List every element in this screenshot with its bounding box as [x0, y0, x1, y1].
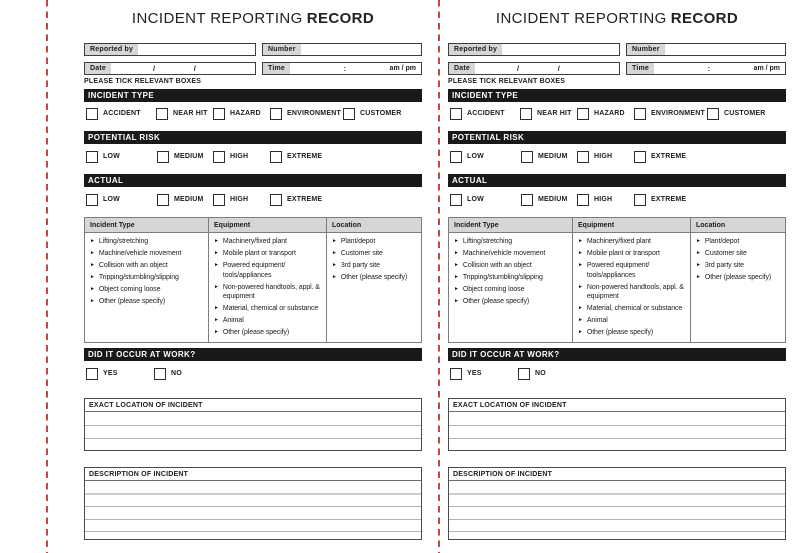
header-fields	[448, 43, 786, 75]
description-title: DESCRIPTION OF INCIDENT	[85, 468, 421, 481]
checkbox[interactable]	[157, 194, 169, 206]
option-label: YES	[467, 370, 482, 377]
section-title: POTENTIAL RISK	[452, 133, 525, 142]
column-items	[209, 233, 326, 338]
occur-option-no[interactable]	[518, 367, 546, 380]
option-label: EXTREME	[651, 153, 687, 160]
tick-instruction: PLEASE TICK RELEVANT BOXES	[448, 78, 566, 85]
option-near-hit[interactable]	[156, 107, 208, 120]
list-item: ► Powered equipment/ tools/appliances	[578, 261, 650, 279]
date-slash-separator: /	[517, 64, 520, 73]
list-item: ► Material, chemical or substance	[578, 305, 683, 313]
option-label: HIGH	[230, 196, 249, 203]
list-item: ► Lifting/stretching	[454, 238, 513, 245]
checkbox[interactable]	[634, 108, 646, 120]
section-header-potential-risk	[448, 131, 786, 144]
list-item: ► Customer site	[332, 249, 383, 257]
checkbox[interactable]	[86, 151, 98, 163]
section-header-incident-type	[84, 89, 422, 102]
occur-options	[448, 367, 786, 380]
section-title: ACTUAL	[452, 176, 488, 185]
list-item: ► Lifting/stretching	[90, 238, 149, 245]
bullet-arrow-icon: ►	[90, 238, 95, 244]
bullet-arrow-icon: ►	[90, 249, 95, 256]
potential-option-high[interactable]	[577, 150, 612, 163]
bullet-arrow-icon: ►	[332, 273, 337, 280]
section-header-actual	[448, 174, 786, 187]
writing-line[interactable]	[449, 439, 785, 452]
writing-line[interactable]	[85, 495, 421, 508]
column-header: Location	[327, 218, 421, 233]
column-header: Equipment	[573, 218, 690, 233]
option-label: EXTREME	[287, 153, 323, 160]
option-near-hit[interactable]	[520, 107, 572, 120]
bullet-arrow-icon: ►	[90, 273, 95, 280]
list-item: ► Machinery/fixed plant	[214, 238, 287, 245]
bullet-arrow-icon: ►	[578, 238, 583, 244]
checkbox[interactable]	[520, 108, 532, 120]
bullet-arrow-icon: ►	[332, 249, 337, 256]
list-item: ► Machine/vehicle movement	[454, 249, 546, 257]
table-column-equipment	[572, 218, 690, 342]
bullet-arrow-icon: ►	[90, 261, 95, 268]
bullet-arrow-icon: ►	[454, 285, 459, 292]
checkbox[interactable]	[270, 108, 282, 120]
bullet-arrow-icon: ►	[332, 261, 337, 268]
reported-by-label: Reported by	[449, 44, 502, 55]
list-item: ► Powered equipment/ tools/appliances	[214, 261, 286, 279]
categories-table	[84, 217, 422, 343]
option-label: MEDIUM	[538, 196, 568, 203]
list-item: ► Machinery/fixed plant	[578, 238, 651, 245]
section-header-potential-risk	[84, 131, 422, 144]
checkbox[interactable]	[86, 194, 98, 206]
checkbox[interactable]	[86, 108, 98, 120]
section-title: INCIDENT TYPE	[452, 91, 519, 100]
time-label: Time	[627, 63, 654, 74]
checkbox[interactable]	[634, 151, 646, 163]
bullet-arrow-icon: ►	[90, 285, 95, 292]
checkbox[interactable]	[213, 151, 225, 163]
checkbox[interactable]	[521, 194, 533, 206]
checkbox[interactable]	[154, 368, 166, 380]
potential-option-low[interactable]	[86, 150, 120, 163]
occur-option-yes[interactable]	[86, 367, 118, 380]
option-label: ENVIRONMENT	[651, 110, 705, 117]
actual-option-extreme[interactable]	[634, 193, 686, 206]
column-header: Equipment	[209, 218, 326, 233]
date-field[interactable]	[448, 62, 620, 75]
exact-location-title: EXACT LOCATION OF INCIDENT	[449, 399, 785, 412]
section-title: POTENTIAL RISK	[88, 133, 161, 142]
bullet-arrow-icon: ►	[578, 261, 583, 268]
list-item: ► Other (please specify)	[90, 297, 166, 305]
option-label: MEDIUM	[174, 196, 204, 203]
column-items	[449, 233, 572, 307]
page-title-regular: INCIDENT REPORTING	[495, 10, 667, 27]
list-item: ► Animal	[214, 317, 244, 325]
list-item: ► Machine/vehicle movement	[90, 249, 182, 257]
exact-location-title: EXACT LOCATION OF INCIDENT	[85, 399, 421, 412]
table-column-location	[326, 218, 421, 342]
list-item: ► Tripping/stumbling/slipping	[90, 273, 179, 281]
option-environment[interactable]	[634, 107, 705, 120]
section-header-actual	[84, 174, 422, 187]
description-title: DESCRIPTION OF INCIDENT	[449, 468, 785, 481]
potential-option-high[interactable]	[213, 150, 248, 163]
actual-option-medium[interactable]	[157, 193, 204, 206]
list-item: ► Material, chemical or substance	[214, 305, 319, 313]
potential-option-medium[interactable]	[157, 150, 204, 163]
bullet-arrow-icon: ►	[214, 283, 219, 290]
table-column-equipment	[208, 218, 326, 342]
time-colon-separator: :	[707, 64, 711, 73]
column-header: Location	[691, 218, 785, 233]
reported-by-field[interactable]	[448, 43, 620, 56]
option-label: ENVIRONMENT	[287, 110, 341, 117]
checkbox[interactable]	[521, 151, 533, 163]
list-item: ► Other (please specify)	[214, 329, 290, 337]
writing-line[interactable]	[85, 481, 421, 495]
option-label: MEDIUM	[174, 153, 204, 160]
bullet-arrow-icon: ►	[696, 249, 701, 256]
bullet-arrow-icon: ►	[214, 305, 219, 312]
occur-options	[84, 367, 422, 380]
checkbox[interactable]	[634, 194, 646, 206]
writing-line[interactable]	[449, 532, 785, 544]
option-label: LOW	[467, 153, 484, 160]
actual-options	[448, 193, 786, 206]
actual-option-low[interactable]	[450, 193, 484, 206]
list-item: ► Collision with an object	[454, 261, 532, 269]
reported-by-field[interactable]	[84, 43, 256, 56]
column-items	[691, 233, 785, 283]
section-header-occur-at-work	[84, 348, 422, 361]
list-item: ► Plant/depot	[332, 238, 376, 245]
am-pm-label: am / pm	[389, 65, 416, 72]
bullet-arrow-icon: ►	[696, 261, 701, 268]
checkbox[interactable]	[156, 108, 168, 120]
actual-option-high[interactable]	[577, 193, 612, 206]
writing-line[interactable]	[85, 532, 421, 544]
description-box	[84, 467, 422, 540]
actual-option-medium[interactable]	[521, 193, 568, 206]
option-label: HAZARD	[594, 110, 625, 117]
section-title: ACTUAL	[88, 176, 124, 185]
option-label: HIGH	[594, 153, 613, 160]
number-label: Number	[263, 44, 301, 55]
column-header: Incident Type	[449, 218, 572, 233]
tick-instruction: PLEASE TICK RELEVANT BOXES	[84, 78, 202, 85]
option-label: CUSTOMER	[724, 110, 766, 117]
checkbox[interactable]	[450, 108, 462, 120]
checkbox[interactable]	[707, 108, 719, 120]
bullet-arrow-icon: ►	[454, 261, 459, 268]
bullet-arrow-icon: ►	[696, 238, 701, 244]
table-column-incident-type	[449, 218, 572, 342]
option-label: HIGH	[230, 153, 249, 160]
checkbox[interactable]	[213, 194, 225, 206]
column-items	[573, 233, 690, 338]
bullet-arrow-icon: ►	[578, 317, 583, 324]
section-title: DID IT OCCUR AT WORK?	[88, 350, 196, 359]
exact-location-box	[84, 398, 422, 451]
writing-line[interactable]	[85, 439, 421, 452]
checkbox[interactable]	[157, 151, 169, 163]
bullet-arrow-icon: ►	[214, 238, 219, 244]
list-item: ► Animal	[578, 317, 608, 325]
option-label: ACCIDENT	[103, 110, 141, 117]
time-label: Time	[263, 63, 290, 74]
page-title	[84, 10, 422, 32]
list-item: ► Mobile plant or transport	[214, 249, 296, 257]
list-item: ► Other (please specify)	[332, 273, 408, 281]
checkbox[interactable]	[343, 108, 355, 120]
writing-line[interactable]	[449, 412, 785, 426]
option-label: MEDIUM	[538, 153, 568, 160]
categories-table	[448, 217, 786, 343]
option-label: NEAR HIT	[173, 110, 208, 117]
incident-type-options	[448, 107, 786, 120]
header-fields	[84, 43, 422, 75]
section-title: INCIDENT TYPE	[88, 91, 155, 100]
bullet-arrow-icon: ►	[214, 261, 219, 268]
date-field[interactable]	[84, 62, 256, 75]
incident-form-copy-1	[84, 0, 422, 540]
option-hazard[interactable]	[213, 107, 261, 120]
writing-line[interactable]	[85, 520, 421, 533]
date-slash-separator: /	[153, 64, 156, 73]
page-title-bold: RECORD	[306, 10, 375, 27]
option-label: EXTREME	[287, 196, 323, 203]
potential-risk-options	[448, 150, 786, 163]
number-field[interactable]	[262, 43, 422, 56]
writing-line[interactable]	[85, 412, 421, 426]
option-accident[interactable]	[450, 107, 505, 120]
perforation-line-left	[46, 0, 48, 553]
bullet-arrow-icon: ►	[454, 273, 459, 280]
potential-option-medium[interactable]	[521, 150, 568, 163]
time-colon-separator: :	[343, 64, 347, 73]
number-field[interactable]	[626, 43, 786, 56]
perforation-line-middle	[438, 0, 440, 553]
checkbox[interactable]	[577, 194, 589, 206]
reported-by-label: Reported by	[85, 44, 138, 55]
time-field[interactable]	[626, 62, 786, 75]
writing-line[interactable]	[449, 481, 785, 495]
bullet-arrow-icon: ►	[454, 297, 459, 304]
checkbox[interactable]	[450, 368, 462, 380]
option-customer[interactable]	[707, 107, 766, 120]
section-header-incident-type	[448, 89, 786, 102]
bullet-arrow-icon: ►	[578, 249, 583, 256]
page-title-regular: INCIDENT REPORTING	[131, 10, 303, 27]
bullet-arrow-icon: ►	[214, 317, 219, 324]
page-title	[448, 10, 786, 32]
list-item: ► Other (please specify)	[454, 297, 530, 305]
checkbox[interactable]	[450, 151, 462, 163]
checkbox[interactable]	[86, 368, 98, 380]
list-item: ► Other (please specify)	[578, 329, 654, 337]
checkbox[interactable]	[518, 368, 530, 380]
actual-options	[84, 193, 422, 206]
option-label: HIGH	[594, 196, 613, 203]
checkbox[interactable]	[213, 108, 225, 120]
date-label: Date	[85, 63, 111, 74]
option-label: ACCIDENT	[467, 110, 505, 117]
option-label: NEAR HIT	[537, 110, 572, 117]
potential-option-low[interactable]	[450, 150, 484, 163]
option-label: LOW	[103, 196, 120, 203]
occur-option-no[interactable]	[154, 367, 182, 380]
section-header-occur-at-work	[448, 348, 786, 361]
bullet-arrow-icon: ►	[696, 273, 701, 280]
column-items	[327, 233, 421, 283]
list-item: ► Non-powered handtools, appl. & equipment	[578, 283, 684, 301]
list-item: ► Customer site	[696, 249, 747, 257]
description-box	[448, 467, 786, 540]
checkbox[interactable]	[577, 151, 589, 163]
option-accident[interactable]	[86, 107, 141, 120]
number-label: Number	[627, 44, 665, 55]
date-slash-separator: /	[193, 64, 196, 73]
bullet-arrow-icon: ►	[214, 249, 219, 256]
page-title-bold: RECORD	[670, 10, 739, 27]
bullet-arrow-icon: ►	[578, 329, 583, 336]
option-label: LOW	[103, 153, 120, 160]
checkbox[interactable]	[270, 151, 282, 163]
writing-line[interactable]	[449, 520, 785, 533]
list-item: ► 3rd party site	[696, 261, 744, 269]
option-label: EXTREME	[651, 196, 687, 203]
checkbox[interactable]	[577, 108, 589, 120]
list-item: ► Object coming loose	[454, 285, 525, 293]
list-item: ► Other (please specify)	[696, 273, 772, 281]
writing-line[interactable]	[85, 507, 421, 520]
checkbox[interactable]	[270, 194, 282, 206]
incident-form-copy-2	[448, 0, 786, 540]
bullet-arrow-icon: ►	[214, 329, 219, 336]
column-items	[85, 233, 208, 307]
list-item: ► Collision with an object	[90, 261, 168, 269]
list-item: ► Mobile plant or transport	[578, 249, 660, 257]
list-item: ► Non-powered handtools, appl. & equipment	[214, 283, 320, 301]
table-column-incident-type	[85, 218, 208, 342]
list-item: ► Plant/depot	[696, 238, 740, 245]
option-label: CUSTOMER	[360, 110, 402, 117]
date-label: Date	[449, 63, 475, 74]
bullet-arrow-icon: ►	[454, 238, 459, 244]
option-hazard[interactable]	[577, 107, 625, 120]
incident-type-options	[84, 107, 422, 120]
am-pm-label: am / pm	[753, 65, 780, 72]
list-item: ► Object coming loose	[90, 285, 161, 293]
section-title: DID IT OCCUR AT WORK?	[452, 350, 560, 359]
potential-risk-options	[84, 150, 422, 163]
potential-option-extreme[interactable]	[270, 150, 322, 163]
bullet-arrow-icon: ►	[578, 305, 583, 312]
option-customer[interactable]	[343, 107, 402, 120]
option-label: NO	[171, 370, 182, 377]
bullet-arrow-icon: ►	[90, 297, 95, 304]
actual-option-extreme[interactable]	[270, 193, 322, 206]
writing-line[interactable]	[449, 495, 785, 508]
writing-line[interactable]	[85, 426, 421, 440]
time-field[interactable]	[262, 62, 422, 75]
writing-line[interactable]	[449, 507, 785, 520]
bullet-arrow-icon: ►	[578, 283, 583, 290]
exact-location-box	[448, 398, 786, 451]
bullet-arrow-icon: ►	[332, 238, 337, 244]
option-label: LOW	[467, 196, 484, 203]
option-label: YES	[103, 370, 118, 377]
list-item: ► 3rd party site	[332, 261, 380, 269]
occur-option-yes[interactable]	[450, 367, 482, 380]
actual-option-high[interactable]	[213, 193, 248, 206]
option-label: NO	[535, 370, 546, 377]
column-header: Incident Type	[85, 218, 208, 233]
option-environment[interactable]	[270, 107, 341, 120]
bullet-arrow-icon: ►	[454, 249, 459, 256]
list-item: ► Tripping/stumbling/slipping	[454, 273, 543, 281]
date-slash-separator: /	[557, 64, 560, 73]
writing-line[interactable]	[449, 426, 785, 440]
actual-option-low[interactable]	[86, 193, 120, 206]
checkbox[interactable]	[450, 194, 462, 206]
potential-option-extreme[interactable]	[634, 150, 686, 163]
option-label: HAZARD	[230, 110, 261, 117]
table-column-location	[690, 218, 785, 342]
